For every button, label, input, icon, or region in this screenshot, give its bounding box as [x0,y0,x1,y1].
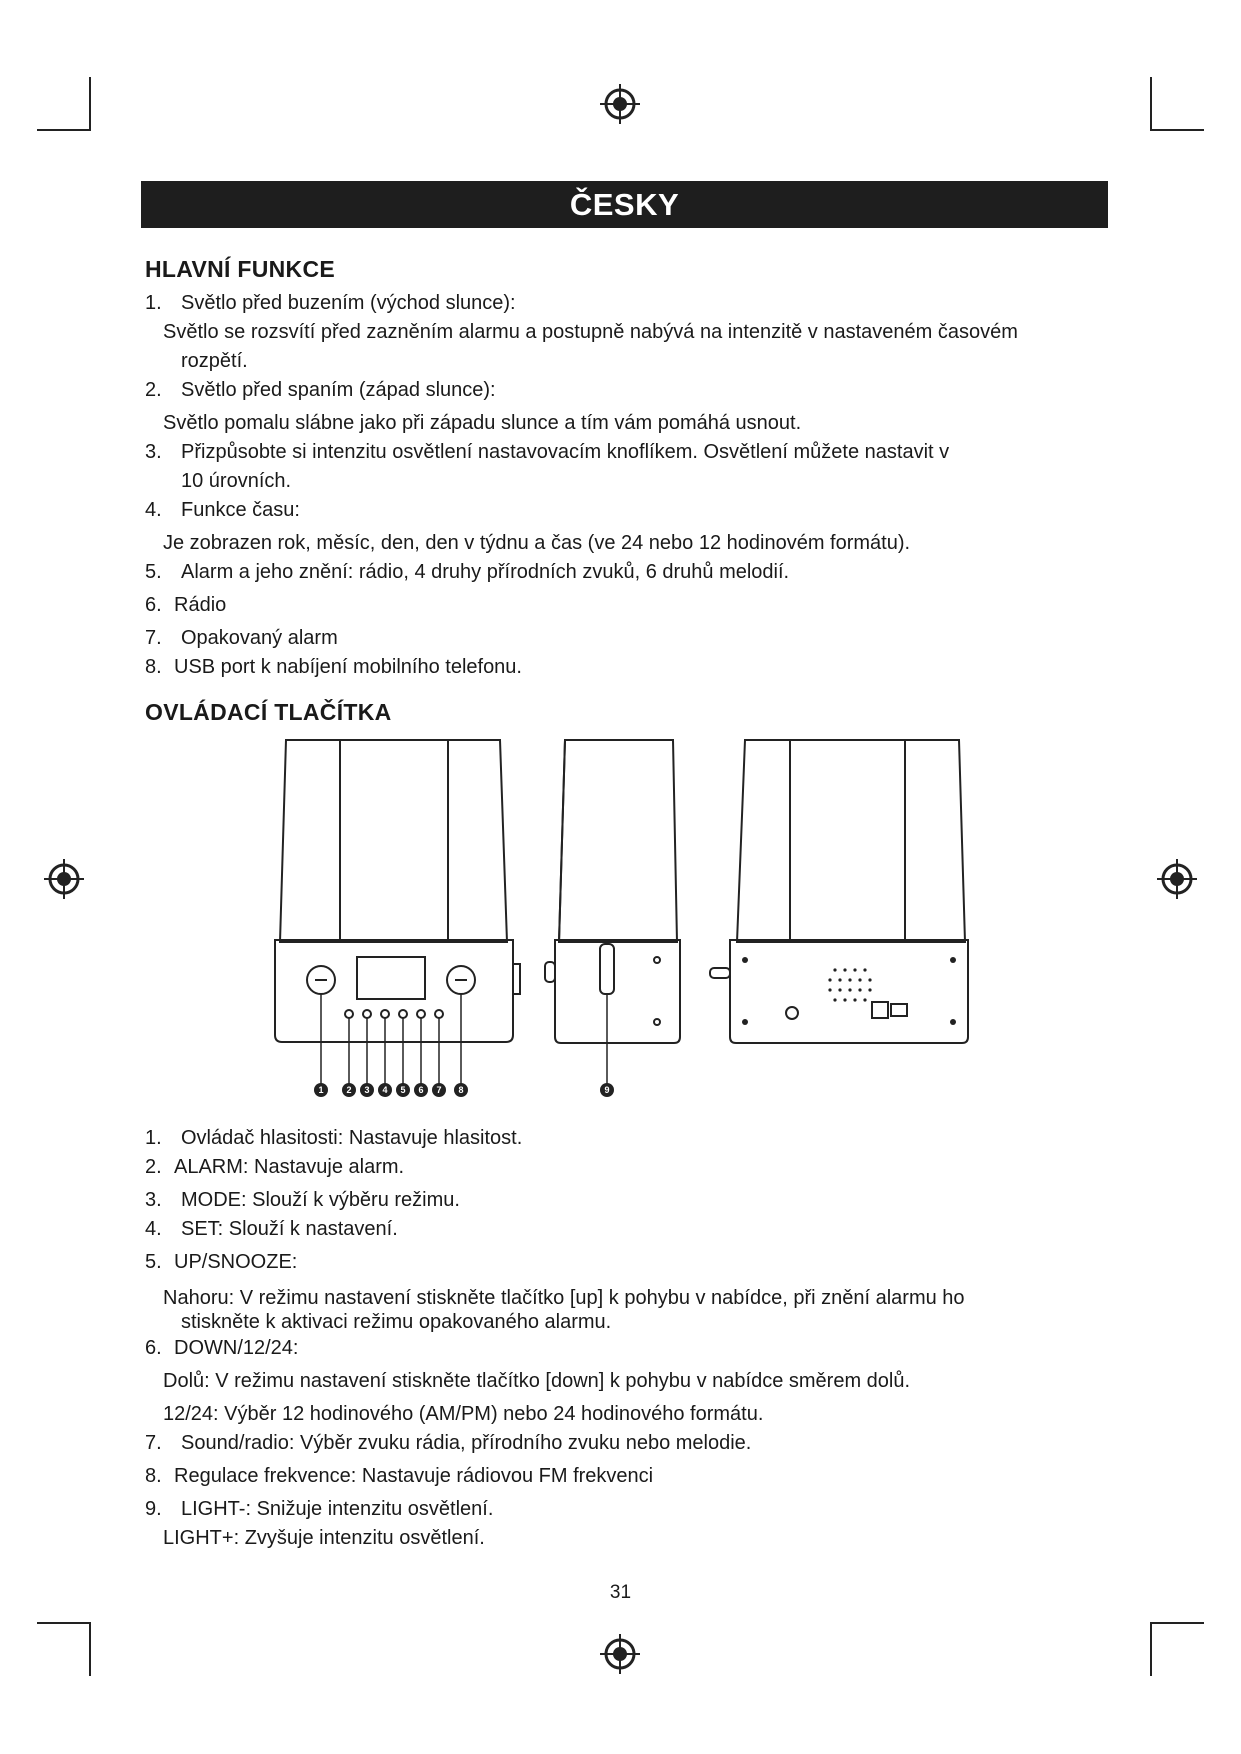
controls-heading: OVLÁDACÍ TLAČÍTKA [145,699,392,725]
list-item: 5. Alarm a jeho znění: rádio, 4 druhy přírodních zvuků, 6 druhů melodií. [145,561,790,583]
callout-markers [314,1083,614,1097]
callout-label: 9 [604,1085,610,1095]
item-detail: Světlo pomalu slábne jako při západu slunce a tím vám pomáhá usnout. [163,412,802,434]
side-view-base [555,940,680,1043]
usb-port [891,1004,907,1016]
callout-label: 4 [382,1085,388,1095]
item-detail: Nahoru: V režimu nastavení stiskněte tlačítko [up] k pohybu v nabídce, při znění alarmu ho [163,1287,965,1309]
device-diagram [145,732,1105,1118]
list-item: 4. SET: Slouží k nastavení. [145,1218,398,1240]
crop-mark-top-left-h [37,129,91,131]
list-item: 2. ALARM: Nastavuje alarm. [145,1156,405,1178]
list-item: 1. Světlo před buzením (východ slunce): [145,292,516,314]
jack-port [786,1007,798,1019]
list-item: 7. Opakovaný alarm [145,627,338,649]
item-detail-cont: stiskněte k aktivaci režimu opakovaného alarmu. [181,1311,612,1333]
display-screen [357,957,425,999]
callout-label: 5 [400,1085,406,1095]
list-item: 6. DOWN/12/24: [145,1337,299,1359]
page-content [145,255,1105,1553]
list-item: 1. Ovládač hlasitosti: Nastavuje hlasitost. [145,1127,523,1149]
crop-mark-top-right-h [1150,129,1204,131]
speaker-grille [742,957,956,1025]
crop-mark-top-right-v [1150,77,1152,131]
list-item: 6. Rádio [145,594,227,616]
registration-mark-icon [42,857,86,901]
page-number: 31 [609,1582,632,1603]
front-buttons [345,1010,443,1018]
list-item: 7. Sound/radio: Výběr zvuku rádia, přírodního zvuku nebo melodie. [145,1432,752,1454]
callout-label: 1 [318,1085,324,1095]
side-lever [600,944,614,994]
list-item: 8. Regulace frekvence: Nastavuje rádiovou FM frekvenci [145,1465,654,1487]
list-item: 8. USB port k nabíjení mobilního telefonu. [145,656,522,678]
item-detail: Dolů: V režimu nastavení stiskněte tlačítko [down] k pohybu v nabídce směrem dolů. [163,1370,911,1392]
item-text-cont: 10 úrovních. [181,470,292,492]
crop-mark-bottom-left-h [37,1622,91,1624]
item-detail: LIGHT+: Zvyšuje intenzitu osvětlení. [163,1527,485,1549]
crop-mark-bottom-right-v [1150,1622,1152,1676]
list-item: 5. UP/SNOOZE: [145,1251,298,1273]
crop-mark-bottom-left-v [89,1622,91,1676]
side-view-body [559,740,677,942]
main-functions-heading: HLAVNÍ FUNKCE [145,256,336,282]
dc-port [872,1002,888,1018]
list-item: 3. Přizpůsobte si intenzitu osvětlení nastavovacím knoflíkem. Osvětlení můžete nastavit v [145,441,950,463]
callout-lines [321,994,461,1084]
list-item: 9. LIGHT-: Snižuje intenzitu osvětlení. [145,1498,494,1520]
list-item: 2. Světlo před spaním (západ slunce): [145,379,496,401]
item-detail: Je zobrazen rok, měsíc, den, den v týdnu a čas (ve 24 nebo 12 hodinovém formátu). [163,532,911,554]
item-detail: 12/24: Výběr 12 hodinového (AM/PM) nebo 24 hodinového formátu. [163,1403,764,1425]
back-view-body [737,740,965,942]
front-view-base [275,940,513,1042]
callout-label: 8 [458,1085,464,1095]
registration-mark-icon [598,82,642,126]
list-item: 4. Funkce času: [145,499,300,521]
callout-label: 6 [418,1085,424,1095]
callout-label: 7 [436,1085,442,1095]
back-view-base [730,940,968,1043]
antenna-stub [710,968,730,978]
device-illustration [145,732,1105,1118]
crop-mark-bottom-right-h [1150,1622,1204,1624]
list-item: 3. MODE: Slouží k výběru režimu. [145,1189,460,1211]
callout-label: 3 [364,1085,370,1095]
language-banner: ČESKY [141,181,1108,228]
callout-label: 2 [346,1085,352,1095]
registration-mark-icon [598,1632,642,1676]
crop-mark-top-left-v [89,77,91,131]
registration-mark-icon [1155,857,1199,901]
item-detail: Světlo se rozsvítí před zazněním alarmu a postupně nabývá na intenzitě v nastaveném časovém [163,321,1018,343]
front-view-body [280,740,507,942]
light-lever [513,964,520,994]
item-detail-cont: rozpětí. [181,350,248,372]
